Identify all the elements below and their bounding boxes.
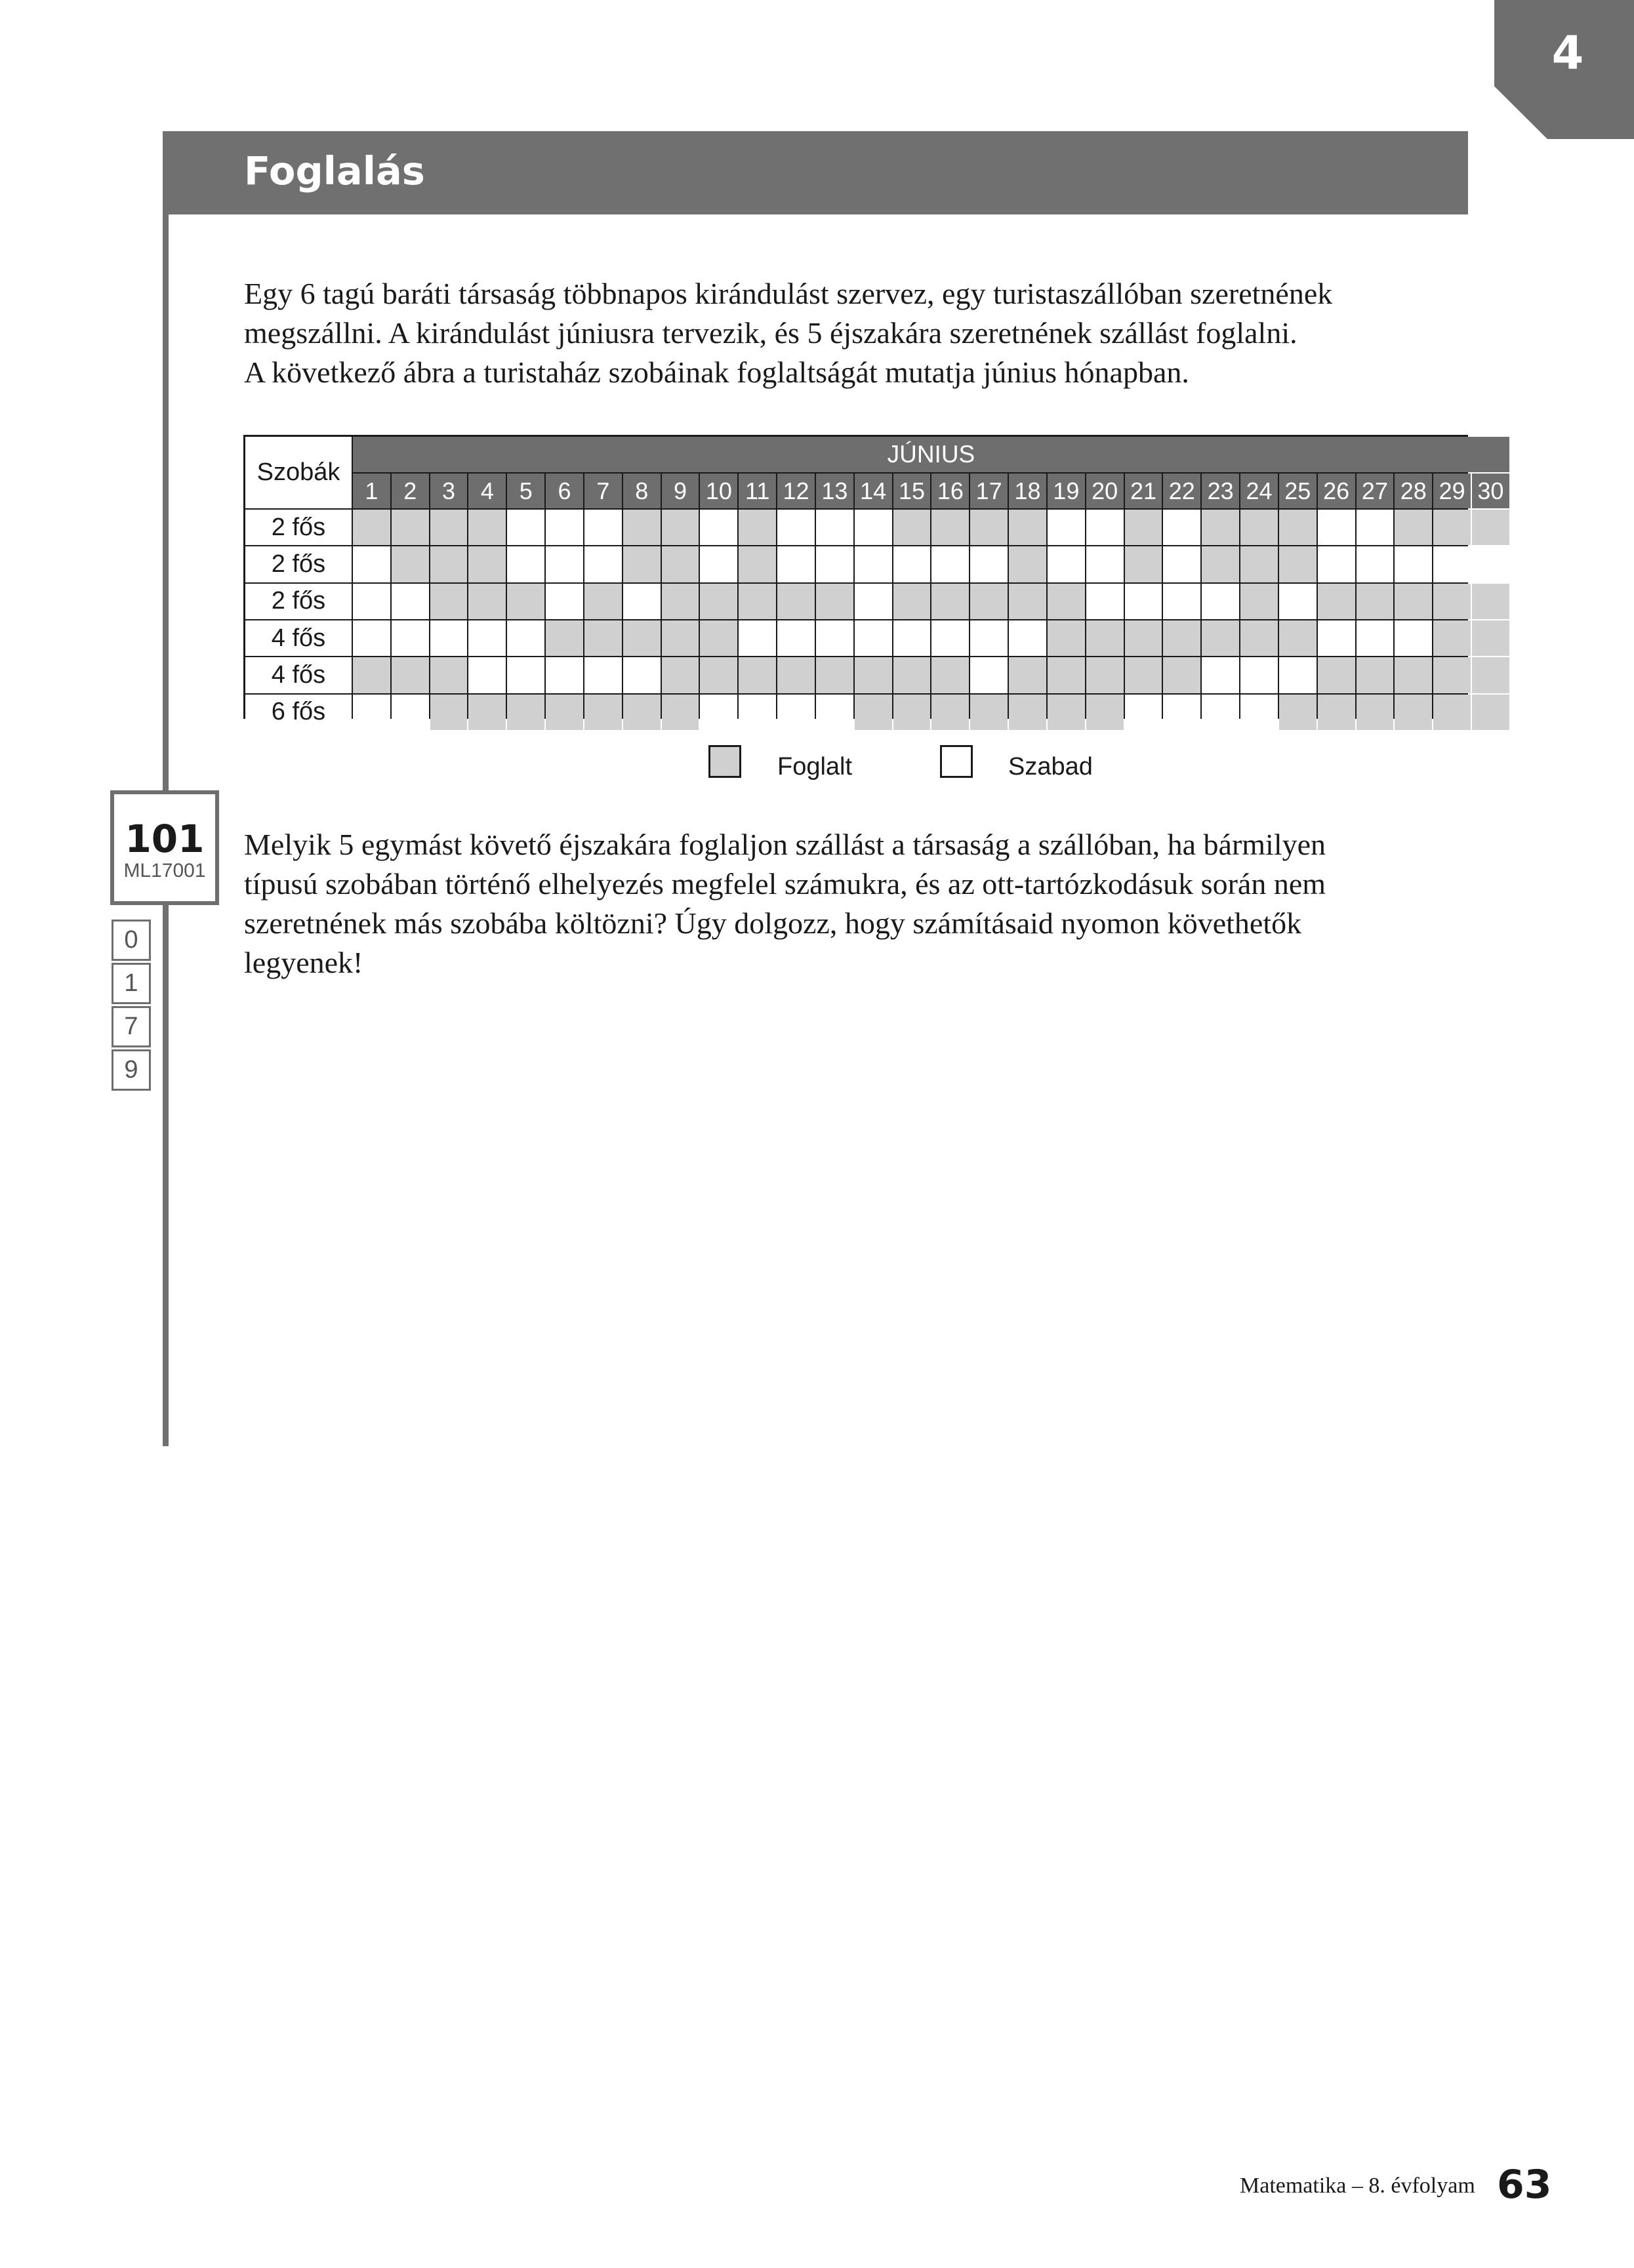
booked-cell — [1240, 620, 1278, 656]
booked-cell — [1202, 510, 1239, 545]
free-cell — [816, 620, 853, 656]
free-cell — [893, 620, 931, 656]
day-header: 24 — [1240, 474, 1278, 508]
free-cell — [777, 546, 815, 582]
booked-cell — [1009, 657, 1046, 693]
booked-cell — [546, 695, 583, 730]
booked-cell — [1048, 620, 1085, 656]
booked-cell — [931, 510, 969, 545]
day-header: 28 — [1395, 474, 1432, 508]
intro-line: Egy 6 tagú baráti társaság többnapos kirándulást szervez, egy turistaszállóban szeretnének — [244, 277, 1333, 310]
day-header: 25 — [1279, 474, 1317, 508]
day-header: 12 — [777, 474, 815, 508]
free-cell — [855, 584, 892, 619]
booked-cell — [1318, 657, 1355, 693]
free-cell — [392, 620, 429, 656]
free-cell — [584, 657, 622, 693]
booked-cell — [970, 695, 1008, 730]
legend-free-swatch — [940, 745, 973, 778]
free-cell — [623, 657, 661, 693]
booked-cell — [392, 546, 429, 582]
free-cell — [700, 546, 737, 582]
free-cell — [1163, 584, 1200, 619]
free-cell — [855, 510, 892, 545]
free-cell — [392, 584, 429, 619]
booked-cell — [1086, 620, 1124, 656]
booked-cell — [1395, 695, 1432, 730]
booked-cell — [1433, 620, 1471, 656]
free-cell — [1202, 657, 1239, 693]
booked-cell — [584, 584, 622, 619]
booked-cell — [1240, 584, 1278, 619]
booked-cell — [855, 657, 892, 693]
free-cell — [1086, 546, 1124, 582]
booked-cell — [623, 695, 661, 730]
free-cell — [739, 620, 776, 656]
booked-cell — [739, 584, 776, 619]
booked-cell — [1357, 584, 1394, 619]
free-cell — [931, 546, 969, 582]
question-line: legyenek! — [244, 946, 363, 979]
free-cell — [1048, 546, 1085, 582]
free-cell — [353, 695, 390, 730]
booked-cell — [739, 657, 776, 693]
day-header: 13 — [816, 474, 853, 508]
booked-cell — [584, 695, 622, 730]
booked-cell — [893, 657, 931, 693]
booked-cell — [1048, 695, 1085, 730]
free-cell — [1125, 584, 1162, 619]
free-cell — [1086, 510, 1124, 545]
question-line: szeretnének más szobába költözni? Úgy dolgozz, hogy számításaid nyomon követhetők — [244, 906, 1302, 940]
free-cell — [1163, 546, 1200, 582]
free-cell — [584, 546, 622, 582]
free-cell — [430, 620, 468, 656]
score-box: 1 — [112, 963, 151, 1004]
free-cell — [507, 546, 544, 582]
free-cell — [1125, 695, 1162, 730]
footer-text: Matematika – 8. évfolyam — [1240, 2174, 1475, 2198]
booked-cell — [1472, 584, 1509, 619]
booked-cell — [1240, 546, 1278, 582]
booked-cell — [623, 546, 661, 582]
free-cell — [855, 546, 892, 582]
booked-cell — [1125, 657, 1162, 693]
booked-cell — [931, 584, 969, 619]
booked-cell — [662, 657, 699, 693]
day-header: 7 — [584, 474, 622, 508]
free-cell — [777, 620, 815, 656]
room-label: 4 fős — [245, 620, 352, 656]
intro-line: megszállni. A kirándulást júniusra tervezik, és 5 éjszakára szeretnének szállást foglalni. — [244, 316, 1297, 350]
day-header: 23 — [1202, 474, 1239, 508]
free-cell — [546, 546, 583, 582]
chapter-number: 4 — [1551, 26, 1584, 80]
booked-cell — [1202, 620, 1239, 656]
free-cell — [1395, 546, 1432, 582]
booked-cell — [507, 695, 544, 730]
item-code: ML17001 — [123, 860, 206, 881]
free-cell — [1202, 584, 1239, 619]
booked-cell — [1279, 620, 1317, 656]
booked-cell — [700, 620, 737, 656]
booked-cell — [1357, 657, 1394, 693]
booked-cell — [430, 510, 468, 545]
booked-cell — [816, 584, 853, 619]
day-header: 18 — [1009, 474, 1046, 508]
booked-cell — [1125, 510, 1162, 545]
day-header: 8 — [623, 474, 661, 508]
free-cell — [1357, 510, 1394, 545]
day-header: 4 — [468, 474, 506, 508]
day-header: 15 — [893, 474, 931, 508]
free-cell — [816, 546, 853, 582]
booked-cell — [1279, 546, 1317, 582]
free-cell — [507, 510, 544, 545]
booked-cell — [931, 695, 969, 730]
booked-cell — [893, 695, 931, 730]
booked-cell — [1433, 657, 1471, 693]
free-cell — [1202, 695, 1239, 730]
day-header: 27 — [1357, 474, 1394, 508]
booked-cell — [1433, 584, 1471, 619]
booked-cell — [468, 546, 506, 582]
room-label: 2 fős — [245, 584, 352, 619]
day-header: 29 — [1433, 474, 1471, 508]
day-header: 14 — [855, 474, 892, 508]
booked-cell — [1125, 620, 1162, 656]
free-cell — [1472, 546, 1509, 582]
free-cell — [1318, 546, 1355, 582]
day-header: 6 — [546, 474, 583, 508]
room-label: 2 fős — [245, 510, 352, 545]
booked-cell — [1279, 695, 1317, 730]
item-number: 101 — [125, 817, 205, 861]
booked-cell — [1472, 695, 1509, 730]
question-line: Melyik 5 egymást követő éjszakára foglaljon szállást a társaság a szállóban, ha bármilyen — [244, 828, 1326, 861]
day-header: 26 — [1318, 474, 1355, 508]
booked-cell — [392, 510, 429, 545]
free-cell — [1163, 695, 1200, 730]
booked-cell — [662, 695, 699, 730]
free-cell — [931, 620, 969, 656]
booked-cell — [623, 620, 661, 656]
day-header: 16 — [931, 474, 969, 508]
free-cell — [1240, 657, 1278, 693]
free-cell — [1048, 510, 1085, 545]
free-cell — [468, 657, 506, 693]
booked-cell — [1357, 695, 1394, 730]
free-cell — [970, 657, 1008, 693]
day-header: 5 — [507, 474, 544, 508]
booked-cell — [1086, 695, 1124, 730]
booked-cell — [1048, 657, 1085, 693]
free-cell — [353, 620, 390, 656]
booked-cell — [1472, 620, 1509, 656]
legend-booked-label: Foglalt — [777, 753, 853, 780]
booked-cell — [1433, 510, 1471, 545]
free-cell — [777, 695, 815, 730]
day-header: 10 — [700, 474, 737, 508]
free-cell — [1240, 695, 1278, 730]
booked-cell — [816, 657, 853, 693]
intro-text — [244, 274, 1477, 392]
room-label: 2 fős — [245, 546, 352, 582]
room-label: 4 fős — [245, 657, 352, 693]
score-box: 9 — [112, 1049, 151, 1091]
booked-cell — [662, 510, 699, 545]
booked-cell — [468, 695, 506, 730]
booked-cell — [662, 584, 699, 619]
question-line: típusú szobában történő elhelyezés megfelel számukra, és az ott-tartózkodásuk során nem — [244, 867, 1326, 901]
legend-booked-swatch — [708, 745, 741, 778]
free-cell — [1279, 657, 1317, 693]
booked-cell — [392, 657, 429, 693]
page-title: Foglalás — [244, 148, 425, 193]
booked-cell — [1009, 695, 1046, 730]
day-header: 9 — [662, 474, 699, 508]
booked-cell — [1125, 546, 1162, 582]
day-header: 3 — [430, 474, 468, 508]
free-cell — [893, 546, 931, 582]
day-header: 19 — [1048, 474, 1085, 508]
booked-cell — [931, 657, 969, 693]
score-box: 0 — [112, 920, 151, 961]
free-cell — [353, 546, 390, 582]
booked-cell — [1048, 584, 1085, 619]
free-cell — [1357, 620, 1394, 656]
free-cell — [739, 695, 776, 730]
booked-cell — [700, 657, 737, 693]
free-cell — [777, 510, 815, 545]
booked-cell — [546, 620, 583, 656]
booked-cell — [777, 584, 815, 619]
day-header: 30 — [1472, 474, 1509, 508]
booked-cell — [353, 657, 390, 693]
booked-cell — [855, 695, 892, 730]
free-cell — [855, 620, 892, 656]
booked-cell — [430, 695, 468, 730]
month-header: JÚNIUS — [353, 437, 1509, 472]
day-header: 1 — [353, 474, 390, 508]
free-cell — [507, 620, 544, 656]
day-header: 22 — [1163, 474, 1200, 508]
free-cell — [1279, 584, 1317, 619]
booked-cell — [662, 620, 699, 656]
booked-cell — [1009, 546, 1046, 582]
free-cell — [816, 695, 853, 730]
free-cell — [468, 620, 506, 656]
booked-cell — [430, 657, 468, 693]
booked-cell — [1395, 657, 1432, 693]
booked-cell — [584, 620, 622, 656]
room-label: 6 fős — [245, 695, 352, 730]
free-cell — [392, 695, 429, 730]
booked-cell — [430, 546, 468, 582]
booked-cell — [700, 584, 737, 619]
booked-cell — [1318, 695, 1355, 730]
free-cell — [1357, 546, 1394, 582]
booked-cell — [1009, 510, 1046, 545]
page-number: 63 — [1497, 2162, 1552, 2208]
booked-cell — [893, 584, 931, 619]
free-cell — [970, 620, 1008, 656]
rooms-header: Szobák — [245, 437, 352, 508]
booked-cell — [777, 657, 815, 693]
free-cell — [1318, 510, 1355, 545]
booked-cell — [1395, 584, 1432, 619]
free-cell — [1086, 584, 1124, 619]
free-cell — [507, 657, 544, 693]
booked-cell — [739, 546, 776, 582]
booked-cell — [1279, 510, 1317, 545]
free-cell — [700, 510, 737, 545]
left-rule — [163, 131, 169, 1446]
booked-cell — [893, 510, 931, 545]
booked-cell — [1240, 510, 1278, 545]
booked-cell — [468, 584, 506, 619]
booked-cell — [353, 510, 390, 545]
booked-cell — [739, 510, 776, 545]
booking-table — [243, 435, 1504, 726]
booked-cell — [970, 510, 1008, 545]
free-cell — [816, 510, 853, 545]
day-header: 20 — [1086, 474, 1124, 508]
day-header: 17 — [970, 474, 1008, 508]
day-header: 2 — [392, 474, 429, 508]
free-cell — [584, 510, 622, 545]
booked-cell — [507, 584, 544, 619]
free-cell — [546, 510, 583, 545]
booking-grid — [243, 435, 1504, 726]
day-header: 21 — [1125, 474, 1162, 508]
booked-cell — [430, 584, 468, 619]
booked-cell — [1395, 510, 1432, 545]
score-box: 7 — [112, 1006, 151, 1047]
booked-cell — [1009, 584, 1046, 619]
booked-cell — [1086, 657, 1124, 693]
intro-line: A következő ábra a turistaház szobáinak foglaltságát mutatja június hónapban. — [244, 355, 1189, 389]
booked-cell — [1163, 620, 1200, 656]
free-cell — [970, 546, 1008, 582]
booked-cell — [1318, 584, 1355, 619]
free-cell — [623, 584, 661, 619]
free-cell — [1163, 510, 1200, 545]
booked-cell — [623, 510, 661, 545]
booked-cell — [970, 584, 1008, 619]
free-cell — [546, 584, 583, 619]
legend-free-label: Szabad — [1008, 753, 1093, 780]
free-cell — [1318, 620, 1355, 656]
booked-cell — [662, 546, 699, 582]
item-box — [110, 790, 219, 905]
booked-cell — [1433, 695, 1471, 730]
day-header: 11 — [739, 474, 776, 508]
free-cell — [546, 657, 583, 693]
free-cell — [353, 584, 390, 619]
booked-cell — [1163, 657, 1200, 693]
free-cell — [1433, 546, 1471, 582]
booked-cell — [1202, 546, 1239, 582]
booked-cell — [468, 510, 506, 545]
free-cell — [1009, 620, 1046, 656]
question-text — [244, 825, 1477, 982]
booked-cell — [1472, 510, 1509, 545]
free-cell — [700, 695, 737, 730]
free-cell — [1395, 620, 1432, 656]
booked-cell — [1472, 657, 1509, 693]
